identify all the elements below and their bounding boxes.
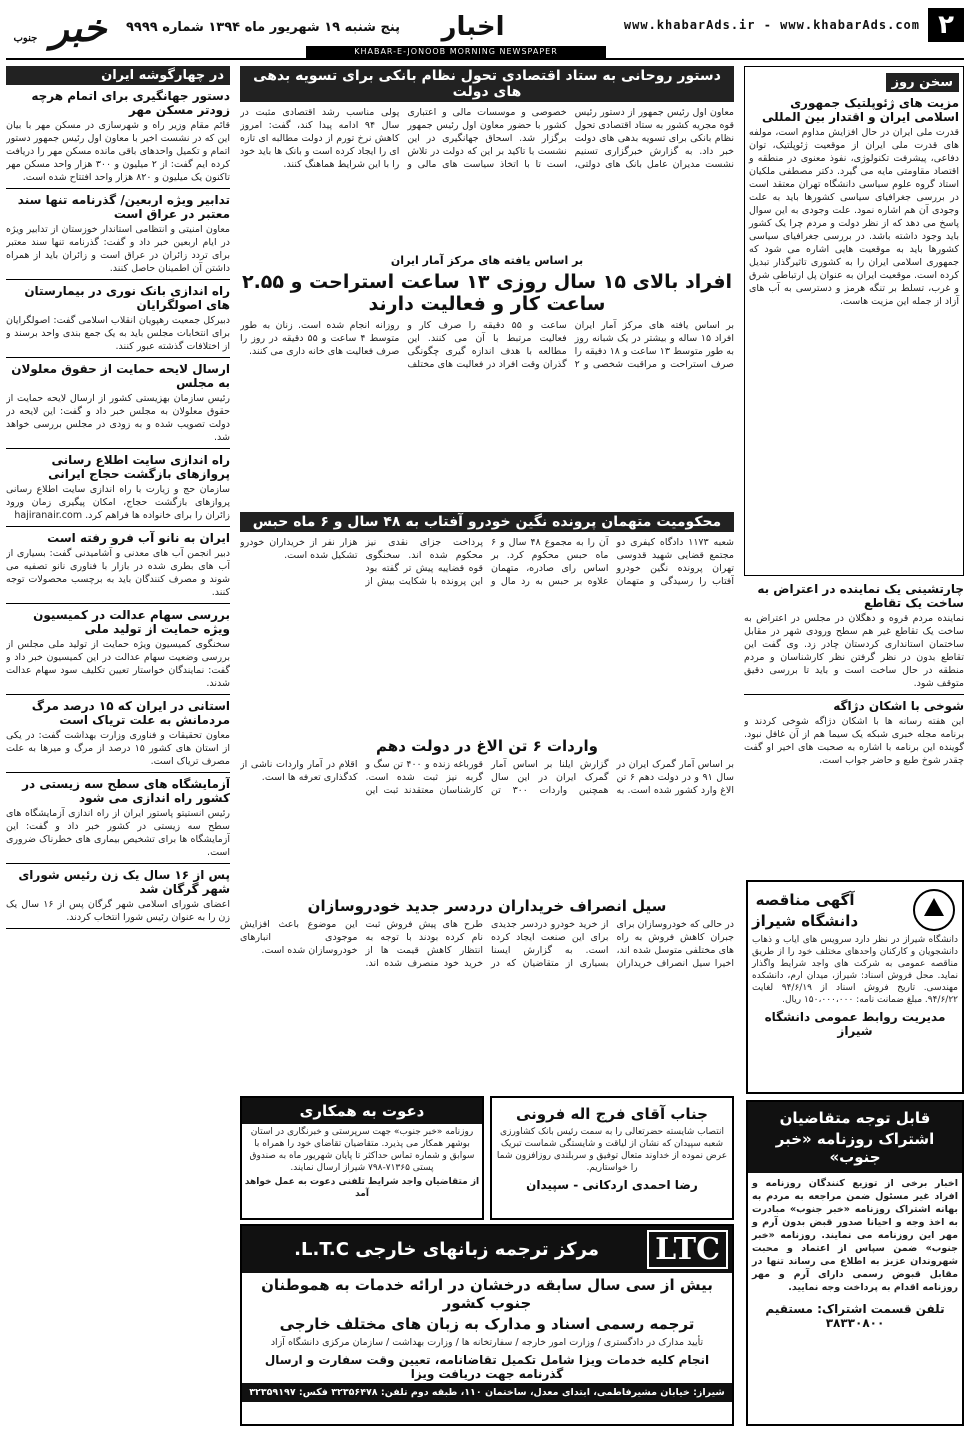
divider	[6, 863, 230, 864]
logo-text: خبر	[50, 5, 107, 50]
story-body: بر اساس یافته های مرکز آمار ایران افراد ۱۵ ساله و بیشتر در یک شبانه روز به طور متوسط ۱۳ ساعت و ۱۸ دقیقه را صرف استراحت و مراقبت شخصی و ۲ ساعت و ۵۵ دقیقه را صرف کار و فعالیت مرتبط با آن می کنند. این مطالعه با هدف اندازه گیری چگونگی گذران وقت افراد در فعالیت های مختلف روزانه انجام شده است. زنان به طور متوسط ۴ ساعت و ۵۵ دقیقه در روز را صرف فعالیت های خانه داری می کنند.	[240, 320, 734, 370]
brief-title: بررسی سهام عدالت در کمیسیون ویژه حمایت از تولید ملی	[33, 608, 230, 636]
ltc-services: انجام کلیه خدمات ویزا شامل تکمیل تقاضانامه، تعیین وقت سفارت و ارسال گذرنامه جهت دریافت ویزا	[264, 1353, 710, 1381]
brief-body: اعضای شورای اسلامی شهر گرگان پس از ۱۶ سال یک زن را به عنوان رئیس شورا انتخاب کردند.	[6, 899, 230, 923]
ltc-address: شیراز: خیابان مشیرفاطمی، ابتدای معدل، ساختمان ۱۱۰، طبقه دوم تلفن: ۳۲۳۵۶۴۷۸ فکس: ۳۲۳۵۹۱۹۷	[242, 1383, 732, 1402]
story-body: بر اساس آمار گمرک ایران در سال ۹۱ و در دولت دهم ۶ تن الاغ وارد کشور شده است. به گزارش ایلنا بر اساس آمار گمرک ایران در این سال همچنین واردات ۳۰۰ تن قورباغه زنده و ۴۰۰ تن سگ و گربه نیز ثبت شده است. کارشناسان معتقدند ثبت این اقلام در آمار واردات ناشی از کدگذاری تعرفه ها است.	[240, 759, 734, 796]
ltc-line: ترجمه رسمی اسناد و مدارک به زبان های مختلف خارجی	[279, 1315, 695, 1333]
divider	[6, 694, 230, 695]
brief-title: ایران به نانو آب فرو رفته است	[47, 531, 230, 545]
english-name-bar: KHABAR-E-JONOOB MORNING NEWSPAPER	[306, 46, 606, 58]
hiring-ad	[240, 1096, 484, 1220]
tender-title: آگهی مناقصه	[755, 890, 855, 909]
hiring-body: روزنامه «خبر جنوب» جهت سرپرستی و خبرنگاری در استان بوشهر همکار می پذیرد. متقاضیان تقاضای خود را همراه با سوابق و شماره تماس حداکثر تا پایان شهریور ماه به صندوق پستی ۷۱۳۶۵-۷۹۸ شیراز ارسال نمایند.	[249, 1127, 475, 1173]
ltc-logo: LTC	[647, 1230, 728, 1269]
editorial-badge: سخن روز	[886, 73, 959, 92]
story-body: شعبه ۱۱۷۳ دادگاه کیفری دو مجتمع قضایی شهید قدوسی تهران پرونده نگین خودرو آفتاب را رسیدگی و متهمان آن را به مجموع ۴۸ سال و ۶ ماه حبس محکوم کرد. بر اساس رای صادره، متهمان علاوه بر حبس به رد مال و پرداخت جزای نقدی نیز محکوم شده اند. سخنگوی قوه قضاییه پیش تر گفته بود این پرونده با شکایت بیش از هزار نفر از خریداران خودرو تشکیل شده است.	[240, 537, 734, 587]
brief-body: قائم مقام وزیر راه و شهرسازی در مسکن مهر با بیان این که در نشست اخیر با معاون اول رئیس جمهور دستور اتمام و تکمیل واحدهای باقی مانده مسکن مهر را دریافت کرده ایم گفت: از ۲ میلیون و ۳۰۰ هزار واحد مسکن مهر تاکنون یک میلیون و ۸۲۰ هزار واحد افتتاح شده است.	[6, 120, 230, 183]
website-url[interactable]: www.khabarAds.ir - www.khabarAds.com	[623, 18, 920, 32]
brief-title: استانی در ایران که ۱۵ درصد مرگ مردمانش به علت تریاک است	[31, 699, 230, 727]
main-story-3	[240, 512, 734, 732]
tender-footer: مدیریت روابط عمومی دانشگاه شیراز	[764, 1010, 946, 1038]
brief-body: دبیرکل جمعیت رهپویان انقلاب اسلامی گفت: اصولگرایان برای انتخابات مجلس باید به یک جمع بندی واحد برسند و از اختلافات گذشته عبور کنند.	[6, 315, 230, 352]
congrats-sign: رضا احمدی اردکانی - سپیدان	[526, 1178, 698, 1192]
issue-date: پنج شنبه ۱۹ شهریور ماه ۱۳۹۴ شماره ۹۹۹۹	[126, 20, 401, 35]
tender-org: دانشگاه شیراز	[752, 911, 859, 930]
brief-title: دستور جهانگیری برای اتمام هرچه زودتر مسکن مهر	[31, 89, 230, 117]
translation-center-ad	[240, 1224, 734, 1426]
left-column	[6, 66, 230, 1426]
notice-title: قابل توجه متقاضیان	[779, 1109, 931, 1127]
headline: واردات ۶ تن الاغ در دولت دهم	[376, 737, 598, 755]
brief-title: ارسال لایحه حمایت از حقوق معلولان به مجلس	[11, 362, 230, 390]
divider	[6, 772, 230, 773]
brief-title: راه اندازی سایت اطلاع رسانی پروازهای بازگشت حجاج ایرانی	[48, 453, 230, 481]
hiring-note: از متقاضیان واجد شرایط تلفنی دعوت به عمل خواهد آمد	[244, 1177, 480, 1199]
page-number: ۲	[928, 8, 964, 42]
divider	[6, 448, 230, 449]
headline: محکومیت متهمان پرونده نگین خودرو آفتاب به ۴۸ سال و ۶ ماه حبس	[240, 512, 734, 532]
notice-phone: تلفن قسمت اشتراک: مستقیم ۳۸۳۳۰۸۰۰	[765, 1302, 945, 1330]
news-title: چارتشینی یک نماینده در اعتراض به ساخت یک تقاطع	[757, 582, 964, 610]
divider	[6, 603, 230, 604]
headline: سیل انصراف خریداران دردسر جدید خودروسازان	[307, 897, 667, 915]
brief-body: دبیر انجمن آب های معدنی و آشامیدنی گفت: بسیاری از آب های بطری شده در بازار با فناوری نانو تصفیه می شوند و مصرف کنندگان باید به برچسب محصولات توجه کنند.	[6, 548, 230, 598]
ltc-endorsements: تأیید مدارک در دادگستری / وزارت امور خارجه / سفارتخانه ها / وزارت بهداشت / سازمان مرکزی دانشگاه آزاد	[270, 1337, 704, 1348]
congrats-title: جناب آقای فرج اله فرونی	[516, 1105, 708, 1123]
editorial-body: قدرت ملی ایران در حال افزایش مداوم است، مولفه های قدرت ملی ایران از موقعیت ژئوپلتیک، توان دفاعی، پیشرفت تکنولوژی، نفوذ معنوی در منطقه و اقتصاد مقاومتی مایه می گیرد. دکتر مصطفی ملکیان استاد گروه علوم سیاسی دانشگاه تهران معتقد است در بررسی جغرافیای سیاسی کشورها باید به علت وجودی آن هم اشاره نمود. علت وجودی به این سوال پاسخ می دهد که از نظر دولت و مردم چرا یک کشور باید وجود داشته باشد. در بررسی جغرافیای سیاسی کشورها باید به موقعیت هایی اشاره می شود که جمهوری اسلامی ایران را به کشوری تاثیرگذار تبدیل کرده است. موقعیت ایران به عنوان پل ارتباطی شرق و غرب، تسلط بر تنگه هرمز و دسترسی به آب های آزاد از جمله این مزیت هاست.	[749, 127, 959, 307]
newspaper-logo	[6, 6, 114, 50]
story-body: معاون اول رئیس جمهور از دستور رئیس قوه مجریه کشور به ستاد اقتصادی تحول نظام بانکی برای تسویه بدهی های دولت خبر داد. به گزارش خبرگزاری تسنیم نشست مدیران عامل بانک های دولتی، خصوصی و موسسات مالی و اعتباری کشور با حضور معاون اول رئیس جمهور برگزار شد. اسحاق جهانگیری در این نشست با تاکید بر این که دولت در تلاش است تا با اتخاذ سیاست های مالی و پولی مناسب رشد اقتصادی مثبت در سال ۹۴ ادامه پیدا کند، گفت: امروز کاهش نرخ تورم از دولت مطالبه ای تازه ای را ایجاد کرده است و بانک ها باید خود را با این شرایط هماهنگ کنند.	[240, 107, 734, 170]
divider	[744, 694, 964, 695]
main-story-1	[240, 66, 734, 246]
subscription-notice	[746, 1100, 964, 1426]
news-body: این هفته رسانه ها با اشکان دژاگه شوخی کردند و برنامه مجله خبری شبکه یک سیما هم از آن غافل نبود. گوینده این برنامه با اشاره به صحبت های اخیر او گفت چقدر شوخ طبع و حاضر جواب است.	[744, 716, 964, 766]
congrats-body: انتصاب شایسته حضرتعالی را به سمت رئیس بانک کشاورزی شعبه سپیدان که نشان از لیاقت و شایستگی شماست تبریک عرض نموده از خداوند متعال توفیق و سربلندی روزافزون شما را خواستاریم.	[496, 1127, 728, 1173]
section-bar: در چهارگوشه ایران	[6, 66, 230, 85]
news-title: شوخی با اشکان دژاگه	[833, 699, 964, 713]
main-story-4	[240, 734, 734, 894]
editorial-title: مزیت های ژئوپلتیک جمهوری اسلامی ایران و اقتدار بین المللی	[761, 96, 959, 124]
divider	[6, 526, 230, 527]
headline: دستور روحانی به ستاد اقتصادی تحول نظام بانکی برای تسویه بدهی های دولت	[240, 66, 734, 102]
brief-body: سازمان حج و زیارت با راه اندازی سایت اطلاع رسانی پروازهای بازگشت حجاج، امکان پیگیری زمان ورود زائران را برای خانواده ها فراهم کرد. hajiranair.com	[6, 484, 230, 521]
editorial-box	[744, 66, 964, 576]
logo-sub: جنوب	[13, 33, 38, 44]
brief-body: رئیس سازمان بهزیستی کشور از ارسال لایحه حمایت از حقوق معلولان به مجلس خبر داد و گفت: این لایحه در دولت تصویب شده و به زودی در مجلس بررسی خواهد شد.	[6, 393, 230, 443]
ltc-subtitle: بیش از سی سال سابقه درخشان در ارائه خدمات به هموطنان جنوب کشور	[261, 1276, 713, 1312]
brief-title: آزمایشگاه های سطح سه زیستی در کشور راه اندازی می شود	[22, 777, 230, 805]
main-story-2	[240, 250, 734, 510]
story-body: در حالی که خودروسازان برای جبران کاهش فروش به راه های مختلفی متوسل شده اند، اخیرا سیل انصراف خریداران از خرید خودرو دردسر جدیدی برای این صنعت ایجاد کرده است. به گزارش ایسنا بسیاری از متقاضیان که در طرح های پیش فروش ثبت نام کرده بودند با توجه به انتظار کاهش قیمت ها از خرید خود منصرف شده اند. این موضوع باعث افزایش موجودی انبارهای خودروسازان شده است.	[240, 919, 734, 969]
congrats-ad	[490, 1096, 734, 1220]
divider	[6, 928, 230, 929]
tender-body: دانشگاه شیراز در نظر دارد سرویس های ایاب و ذهاب دانشجویان و کارکنان واحدهای مختلف خود را از طریق مناقصه عمومی به شرکت های واجد شرایط واگذار نماید. محل فروش اسناد: شیراز، میدان ارم، دانشکده مهندسی. تاریخ فروش اسناد از ۹۴/۶/۱۹ لغایت ۹۴/۶/۲۲. مبلغ ضمانت نامه: ۱۵۰،۰۰۰،۰۰۰ ریال.	[752, 935, 959, 1005]
brief-body: معاون امنیتی و انتظامی استاندار خوزستان از تدابیر ویژه در ایام اربعین خبر داد و گفت: گذرنامه تنها سند معتبر برای تردد زائران در عراق است و زائران باید از همراه داشتن آن اطمینان حاصل کنند.	[6, 224, 230, 274]
news-body: نماینده مردم قروه و دهگلان در مجلس در اعتراض به ساخت یک تقاطع غیر هم سطح ورودی شهر در مقابل ساختمان استانداری کردستان چادر زد. وی گفت این تقاطع بدون در نظر گرفتن نظر کارشناسان و مردم منطقه در حال ساخت است و باید تا بررسی دقیق متوقف شود.	[744, 613, 964, 689]
ltc-title: مرکز ترجمه زبانهای خارجی L.T.C.	[294, 1239, 599, 1260]
tender-ad	[746, 880, 964, 1094]
kicker: بر اساس یافته های مرکز آمار ایران	[390, 254, 584, 267]
divider	[6, 188, 230, 189]
brief-title: پس از ۱۶ سال یک زن رئیس شورای شهر گرگان شد	[18, 868, 230, 896]
section-title: اخبار	[441, 12, 505, 42]
headline: افراد بالای ۱۵ سال روزی ۱۳ ساعت استراحت و ۲.۵۵ ساعت کار و فعالیت دارند	[241, 271, 733, 315]
divider	[6, 357, 230, 358]
brief-title: تدابیر ویژه اربعین/ گذرنامه تنها سند معتبر در عراق است	[17, 193, 230, 221]
university-emblem-icon	[910, 886, 958, 934]
divider	[6, 279, 230, 280]
brief-body: رئیس انستیتو پاستور ایران از راه اندازی آزمایشگاه های سطح سه زیستی در کشور خبر داد و گفت: این آزمایشگاه ها برای تشخیص بیماری های خطرناک ضروری است.	[6, 808, 230, 858]
notice-body: اخبار برخی از توزیع کنندگان روزنامه و افراد غیر مسئول ضمن مراجعه به مردم به بهانه اشتراک روزنامه «خبر جنوب» مبادرت به اخذ وجه و احیانا صدور قبض بدون آرم و مهر این روزنامه می نمایند. روزنامه «خبر جنوب» ضمن سپاس از اعتماد و محبت شهروندان عزیز به اطلاع می رساند تنها در مقابل قبوض رسمی دارای آرم و مهر روزنامه اقدام به پرداخت وجه نمایید.	[752, 1178, 958, 1293]
notice-title-2: اشتراک روزنامه «خبر جنوب»	[775, 1130, 935, 1166]
brief-body: سخنگوی کمیسیون ویژه حمایت از تولید ملی مجلس از بررسی وضعیت سهام عدالت در این کمیسیون خبر داد و گفت: نمایندگان خواستار تعیین تکلیف سود سهام عدالت شدند.	[6, 639, 230, 689]
masthead	[6, 6, 964, 60]
brief-body: معاون تحقیقات و فناوری وزارت بهداشت گفت: در یکی از استان های کشور ۱۵ درصد از مرگ و میرها به علت مصرف تریاک است.	[6, 730, 230, 767]
brief-title: راه اندازی بانک نوری در بیمارستان های اصولگرایان	[24, 284, 230, 312]
main-story-5	[240, 894, 734, 1094]
hiring-title: دعوت به همکاری	[242, 1098, 482, 1124]
